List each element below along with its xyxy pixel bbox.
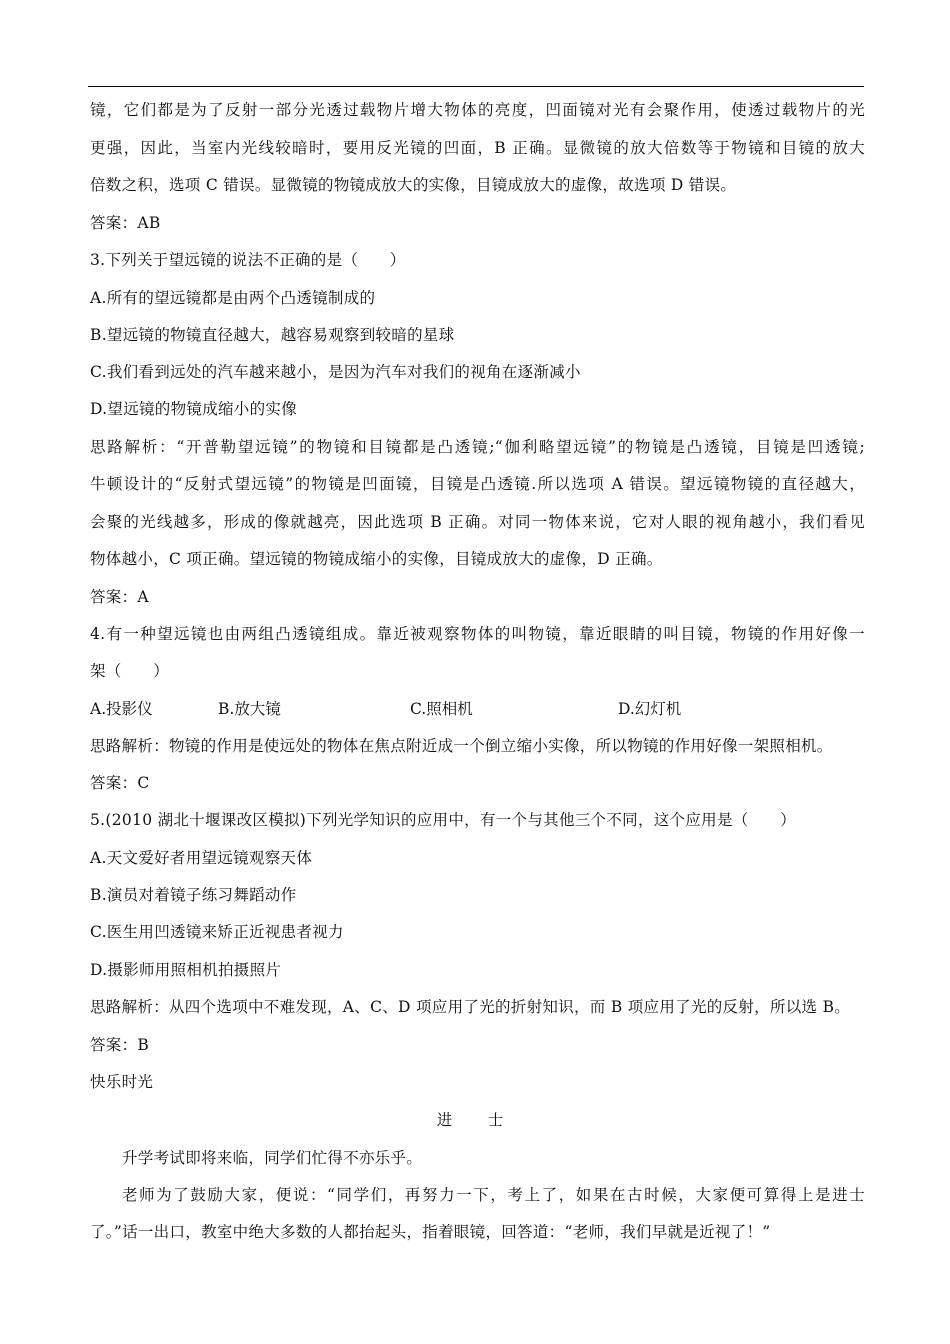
answer-line: 答案：A bbox=[90, 588, 149, 606]
option-line: A.所有的望远镜都是由两个凸透镜制成的 bbox=[90, 289, 376, 307]
option-line: C.我们看到远处的汽车越来越小，是因为汽车对我们的视角在逐渐减小 bbox=[90, 363, 581, 381]
explanation-line: 牛顿设计的“反射式望远镜”的物镜是凹面镜，目镜是凸透镜.所以选项 A 错误。望远镜物镜的直径越大， bbox=[90, 475, 865, 493]
question-3: 3.下列关于望远镜的说法不正确的是（ ） bbox=[90, 251, 406, 269]
q4-option-b: B.放大镜 bbox=[218, 700, 281, 718]
question-4-cont: 架（ ） bbox=[90, 662, 170, 680]
q4-option-d: D.幻灯机 bbox=[618, 700, 682, 718]
answer-line: 答案：B bbox=[90, 1036, 150, 1054]
q4-option-a: A.投影仪 bbox=[90, 700, 153, 718]
option-line: A.天文爱好者用望远镜观察天体 bbox=[90, 849, 313, 867]
option-line: C.医生用凹透镜来矫正近视患者视力 bbox=[90, 923, 344, 941]
option-line: D.摄影师用照相机拍摄照片 bbox=[90, 961, 282, 979]
story-paragraph-cont: 了。”话一出口，教室中绝大多数的人都抬起头，指着眼镜，回答道：“老师，我们早就是近视了！” bbox=[90, 1223, 771, 1241]
q4-option-c: C.照相机 bbox=[410, 700, 473, 718]
explanation-line: 思路解析：“开普勒望远镜”的物镜和目镜都是凸透镜;“伽利略望远镜”的物镜是凸透镜，目镜是凹透镜; bbox=[90, 438, 865, 456]
question-4: 4.有一种望远镜也由两组凸透镜组成。靠近被观察物体的叫物镜，靠近眼睛的叫目镜，物镜的作用好像一 bbox=[90, 625, 865, 643]
option-line: B.望远镜的物镜直径越大，越容易观察到较暗的星球 bbox=[90, 326, 455, 344]
explanation-line: 思路解析：从四个选项中不难发现，A、C、D 项应用了光的折射知识，而 B 项应用了光的反射，所以选 B。 bbox=[90, 998, 851, 1016]
header-rule bbox=[88, 86, 864, 87]
question-5: 5.(2010 湖北十堰课改区模拟)下列光学知识的应用中，有一个与其他三个不同，这个应用是（ ） bbox=[90, 811, 796, 829]
option-line: D.望远镜的物镜成缩小的实像 bbox=[90, 400, 298, 418]
text-line: 更强，因此，当室内光线较暗时，要用反光镜的凹面，B 正确。显微镜的放大倍数等于物镜和目镜的放大 bbox=[90, 139, 865, 157]
explanation-line: 物体越小，C 项正确。望远镜的物镜成缩小的实像，目镜成放大的虚像，D 正确。 bbox=[90, 550, 663, 568]
story-paragraph: 老师为了鼓励大家，便说：“同学们，再努力一下，考上了，如果在古时候，大家便可算得上是进士 bbox=[122, 1186, 865, 1204]
explanation-line: 会聚的光线越多，形成的像就越亮，因此选项 B 正确。对同一物体来说，它对人眼的视角越小，我们看见 bbox=[90, 513, 865, 531]
story-paragraph: 升学考试即将来临，同学们忙得不亦乐乎。 bbox=[122, 1149, 423, 1167]
explanation-line: 思路解析：物镜的作用是使远处的物体在焦点附近成一个倒立缩小实像，所以物镜的作用好像一架照相机。 bbox=[90, 737, 833, 755]
text-line: 镜，它们都是为了反射一部分光透过载物片增大物体的亮度，凹面镜对光有会聚作用，使透过载物片的光 bbox=[90, 101, 865, 119]
story-title: 进 士 bbox=[436, 1111, 514, 1129]
text-line: 倍数之积，选项 C 错误。显微镜的物镜成放大的实像，目镜成放大的虚像，故选项 D 错误。 bbox=[90, 176, 737, 194]
answer-line: 答案：C bbox=[90, 774, 150, 792]
section-heading: 快乐时光 bbox=[90, 1073, 154, 1091]
option-line: B.演员对着镜子练习舞蹈动作 bbox=[90, 886, 297, 904]
answer-line: 答案：AB bbox=[90, 214, 161, 232]
